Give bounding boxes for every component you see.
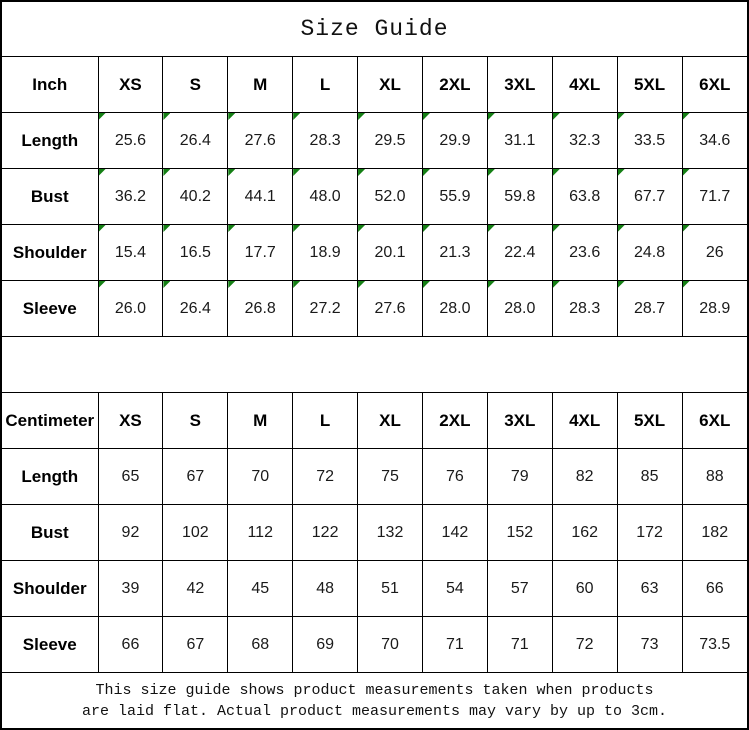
centimeter-value-cell: 71 <box>487 617 552 673</box>
green-corner-marker-icon <box>99 225 106 232</box>
centimeter-value-cell: 63 <box>617 561 682 617</box>
centimeter-value-cell: 88 <box>682 449 747 505</box>
centimeter-value-cell: 152 <box>487 505 552 561</box>
inch-value-cell: 52.0 <box>358 169 423 225</box>
centimeter-value-cell: 72 <box>293 449 358 505</box>
green-corner-marker-icon <box>488 225 495 232</box>
centimeter-size-header-2xl: 2XL <box>422 393 487 449</box>
inch-size-header-xl: XL <box>358 57 423 113</box>
green-corner-marker-icon <box>163 113 170 120</box>
inch-value-cell: 25.6 <box>98 113 163 169</box>
inch-value-cell: 59.8 <box>487 169 552 225</box>
centimeter-value-cell: 67 <box>163 449 228 505</box>
green-corner-marker-icon <box>423 169 430 176</box>
inch-size-table <box>2 56 747 337</box>
inch-row-bust <box>2 169 747 225</box>
page-title: Size Guide <box>300 16 449 42</box>
inch-value-cell: 26.8 <box>228 281 293 337</box>
green-corner-marker-icon <box>618 225 625 232</box>
green-corner-marker-icon <box>488 169 495 176</box>
inch-row-label-length: Length <box>2 113 98 169</box>
centimeter-size-header-l: L <box>293 393 358 449</box>
footer-note-line-1: This size guide shows product measurements taken when products <box>95 681 654 699</box>
inch-value-cell: 22.4 <box>487 225 552 281</box>
inch-size-header-4xl: 4XL <box>552 57 617 113</box>
green-corner-marker-icon <box>293 169 300 176</box>
centimeter-value-cell: 92 <box>98 505 163 561</box>
green-corner-marker-icon <box>683 169 690 176</box>
centimeter-value-cell: 67 <box>163 617 228 673</box>
centimeter-size-header-xs: XS <box>98 393 163 449</box>
green-corner-marker-icon <box>228 281 235 288</box>
green-corner-marker-icon <box>293 281 300 288</box>
inch-header-row <box>2 57 747 113</box>
centimeter-value-cell: 70 <box>228 449 293 505</box>
green-corner-marker-icon <box>228 113 235 120</box>
centimeter-value-cell: 132 <box>358 505 423 561</box>
inch-unit-header-cell: Inch <box>2 57 98 113</box>
centimeter-row-label-sleeve: Sleeve <box>2 617 98 673</box>
green-corner-marker-icon <box>293 113 300 120</box>
centimeter-row-bust <box>2 505 747 561</box>
inch-value-cell: 28.0 <box>422 281 487 337</box>
inch-value-cell: 17.7 <box>228 225 293 281</box>
inch-value-cell: 71.7 <box>682 169 747 225</box>
inch-size-header-3xl: 3XL <box>487 57 552 113</box>
green-corner-marker-icon <box>553 169 560 176</box>
inch-row-label-bust: Bust <box>2 169 98 225</box>
inch-size-header-xs: XS <box>98 57 163 113</box>
inch-value-cell: 48.0 <box>293 169 358 225</box>
centimeter-value-cell: 69 <box>293 617 358 673</box>
inch-size-header-l: L <box>293 57 358 113</box>
inch-row-sleeve <box>2 281 747 337</box>
centimeter-row-shoulder <box>2 561 747 617</box>
centimeter-value-cell: 79 <box>487 449 552 505</box>
green-corner-marker-icon <box>358 169 365 176</box>
inch-value-cell: 20.1 <box>358 225 423 281</box>
inch-value-cell: 18.9 <box>293 225 358 281</box>
inch-value-cell: 23.6 <box>552 225 617 281</box>
inch-value-cell: 67.7 <box>617 169 682 225</box>
green-corner-marker-icon <box>553 281 560 288</box>
inch-size-header-m: M <box>228 57 293 113</box>
inch-row-shoulder <box>2 225 747 281</box>
green-corner-marker-icon <box>618 113 625 120</box>
inch-value-cell: 29.5 <box>358 113 423 169</box>
centimeter-value-cell: 39 <box>98 561 163 617</box>
centimeter-row-label-bust: Bust <box>2 505 98 561</box>
centimeter-unit-header-cell: Centimeter <box>2 393 98 449</box>
centimeter-value-cell: 112 <box>228 505 293 561</box>
centimeter-value-cell: 85 <box>617 449 682 505</box>
centimeter-value-cell: 82 <box>552 449 617 505</box>
inch-value-cell: 28.9 <box>682 281 747 337</box>
green-corner-marker-icon <box>99 169 106 176</box>
green-corner-marker-icon <box>423 225 430 232</box>
inch-value-cell: 26.0 <box>98 281 163 337</box>
inch-size-header-6xl: 6XL <box>682 57 747 113</box>
green-corner-marker-icon <box>488 113 495 120</box>
centimeter-size-header-3xl: 3XL <box>487 393 552 449</box>
inch-value-cell: 28.0 <box>487 281 552 337</box>
green-corner-marker-icon <box>618 169 625 176</box>
centimeter-row-sleeve <box>2 617 747 673</box>
inch-value-cell: 36.2 <box>98 169 163 225</box>
green-corner-marker-icon <box>99 281 106 288</box>
green-corner-marker-icon <box>553 225 560 232</box>
centimeter-value-cell: 60 <box>552 561 617 617</box>
inch-value-cell: 27.6 <box>228 113 293 169</box>
centimeter-header-row <box>2 393 747 449</box>
inch-value-cell: 26.4 <box>163 281 228 337</box>
inch-value-cell: 55.9 <box>422 169 487 225</box>
centimeter-value-cell: 122 <box>293 505 358 561</box>
centimeter-value-cell: 162 <box>552 505 617 561</box>
inch-size-header-5xl: 5XL <box>617 57 682 113</box>
inch-value-cell: 15.4 <box>98 225 163 281</box>
centimeter-size-table <box>2 392 747 673</box>
green-corner-marker-icon <box>358 113 365 120</box>
green-corner-marker-icon <box>228 225 235 232</box>
centimeter-size-header-s: S <box>163 393 228 449</box>
green-corner-marker-icon <box>358 225 365 232</box>
green-corner-marker-icon <box>293 225 300 232</box>
centimeter-value-cell: 172 <box>617 505 682 561</box>
centimeter-size-header-5xl: 5XL <box>617 393 682 449</box>
inch-value-cell: 33.5 <box>617 113 682 169</box>
inch-row-length <box>2 113 747 169</box>
centimeter-value-cell: 42 <box>163 561 228 617</box>
green-corner-marker-icon <box>618 281 625 288</box>
centimeter-value-cell: 73 <box>617 617 682 673</box>
inch-row-label-shoulder: Shoulder <box>2 225 98 281</box>
green-corner-marker-icon <box>683 113 690 120</box>
centimeter-size-header-6xl: 6XL <box>682 393 747 449</box>
green-corner-marker-icon <box>163 281 170 288</box>
centimeter-value-cell: 71 <box>422 617 487 673</box>
inch-value-cell: 28.3 <box>552 281 617 337</box>
centimeter-value-cell: 51 <box>358 561 423 617</box>
centimeter-value-cell: 68 <box>228 617 293 673</box>
centimeter-value-cell: 48 <box>293 561 358 617</box>
inch-value-cell: 16.5 <box>163 225 228 281</box>
inch-value-cell: 27.2 <box>293 281 358 337</box>
centimeter-value-cell: 142 <box>422 505 487 561</box>
inch-value-cell: 44.1 <box>228 169 293 225</box>
green-corner-marker-icon <box>163 225 170 232</box>
inch-value-cell: 34.6 <box>682 113 747 169</box>
footer-note-line-2: are laid flat. Actual product measurements may vary by up to 3cm. <box>81 702 668 720</box>
green-corner-marker-icon <box>488 281 495 288</box>
inch-value-cell: 26.4 <box>163 113 228 169</box>
inch-size-header-s: S <box>163 57 228 113</box>
inch-value-cell: 32.3 <box>552 113 617 169</box>
centimeter-value-cell: 54 <box>422 561 487 617</box>
inch-row-label-sleeve: Sleeve <box>2 281 98 337</box>
centimeter-value-cell: 66 <box>682 561 747 617</box>
centimeter-row-label-length: Length <box>2 449 98 505</box>
inch-value-cell: 63.8 <box>552 169 617 225</box>
centimeter-value-cell: 65 <box>98 449 163 505</box>
centimeter-value-cell: 57 <box>487 561 552 617</box>
centimeter-size-header-4xl: 4XL <box>552 393 617 449</box>
inch-value-cell: 21.3 <box>422 225 487 281</box>
inch-value-cell: 24.8 <box>617 225 682 281</box>
centimeter-value-cell: 76 <box>422 449 487 505</box>
centimeter-value-cell: 45 <box>228 561 293 617</box>
inch-size-header-2xl: 2XL <box>422 57 487 113</box>
green-corner-marker-icon <box>163 169 170 176</box>
centimeter-value-cell: 66 <box>98 617 163 673</box>
inch-value-cell: 26 <box>682 225 747 281</box>
centimeter-row-length <box>2 449 747 505</box>
centimeter-value-cell: 72 <box>552 617 617 673</box>
green-corner-marker-icon <box>683 225 690 232</box>
centimeter-value-cell: 75 <box>358 449 423 505</box>
green-corner-marker-icon <box>553 113 560 120</box>
inch-value-cell: 27.6 <box>358 281 423 337</box>
footer-note <box>2 673 747 728</box>
centimeter-value-cell: 73.5 <box>682 617 747 673</box>
inch-value-cell: 40.2 <box>163 169 228 225</box>
centimeter-value-cell: 70 <box>358 617 423 673</box>
table-gap-spacer <box>2 337 747 392</box>
green-corner-marker-icon <box>423 113 430 120</box>
centimeter-size-header-xl: XL <box>358 393 423 449</box>
inch-value-cell: 28.7 <box>617 281 682 337</box>
green-corner-marker-icon <box>228 169 235 176</box>
centimeter-size-header-m: M <box>228 393 293 449</box>
inch-value-cell: 29.9 <box>422 113 487 169</box>
inch-value-cell: 31.1 <box>487 113 552 169</box>
green-corner-marker-icon <box>358 281 365 288</box>
inch-value-cell: 28.3 <box>293 113 358 169</box>
green-corner-marker-icon <box>99 113 106 120</box>
centimeter-value-cell: 182 <box>682 505 747 561</box>
centimeter-row-label-shoulder: Shoulder <box>2 561 98 617</box>
green-corner-marker-icon <box>683 281 690 288</box>
centimeter-value-cell: 102 <box>163 505 228 561</box>
green-corner-marker-icon <box>423 281 430 288</box>
